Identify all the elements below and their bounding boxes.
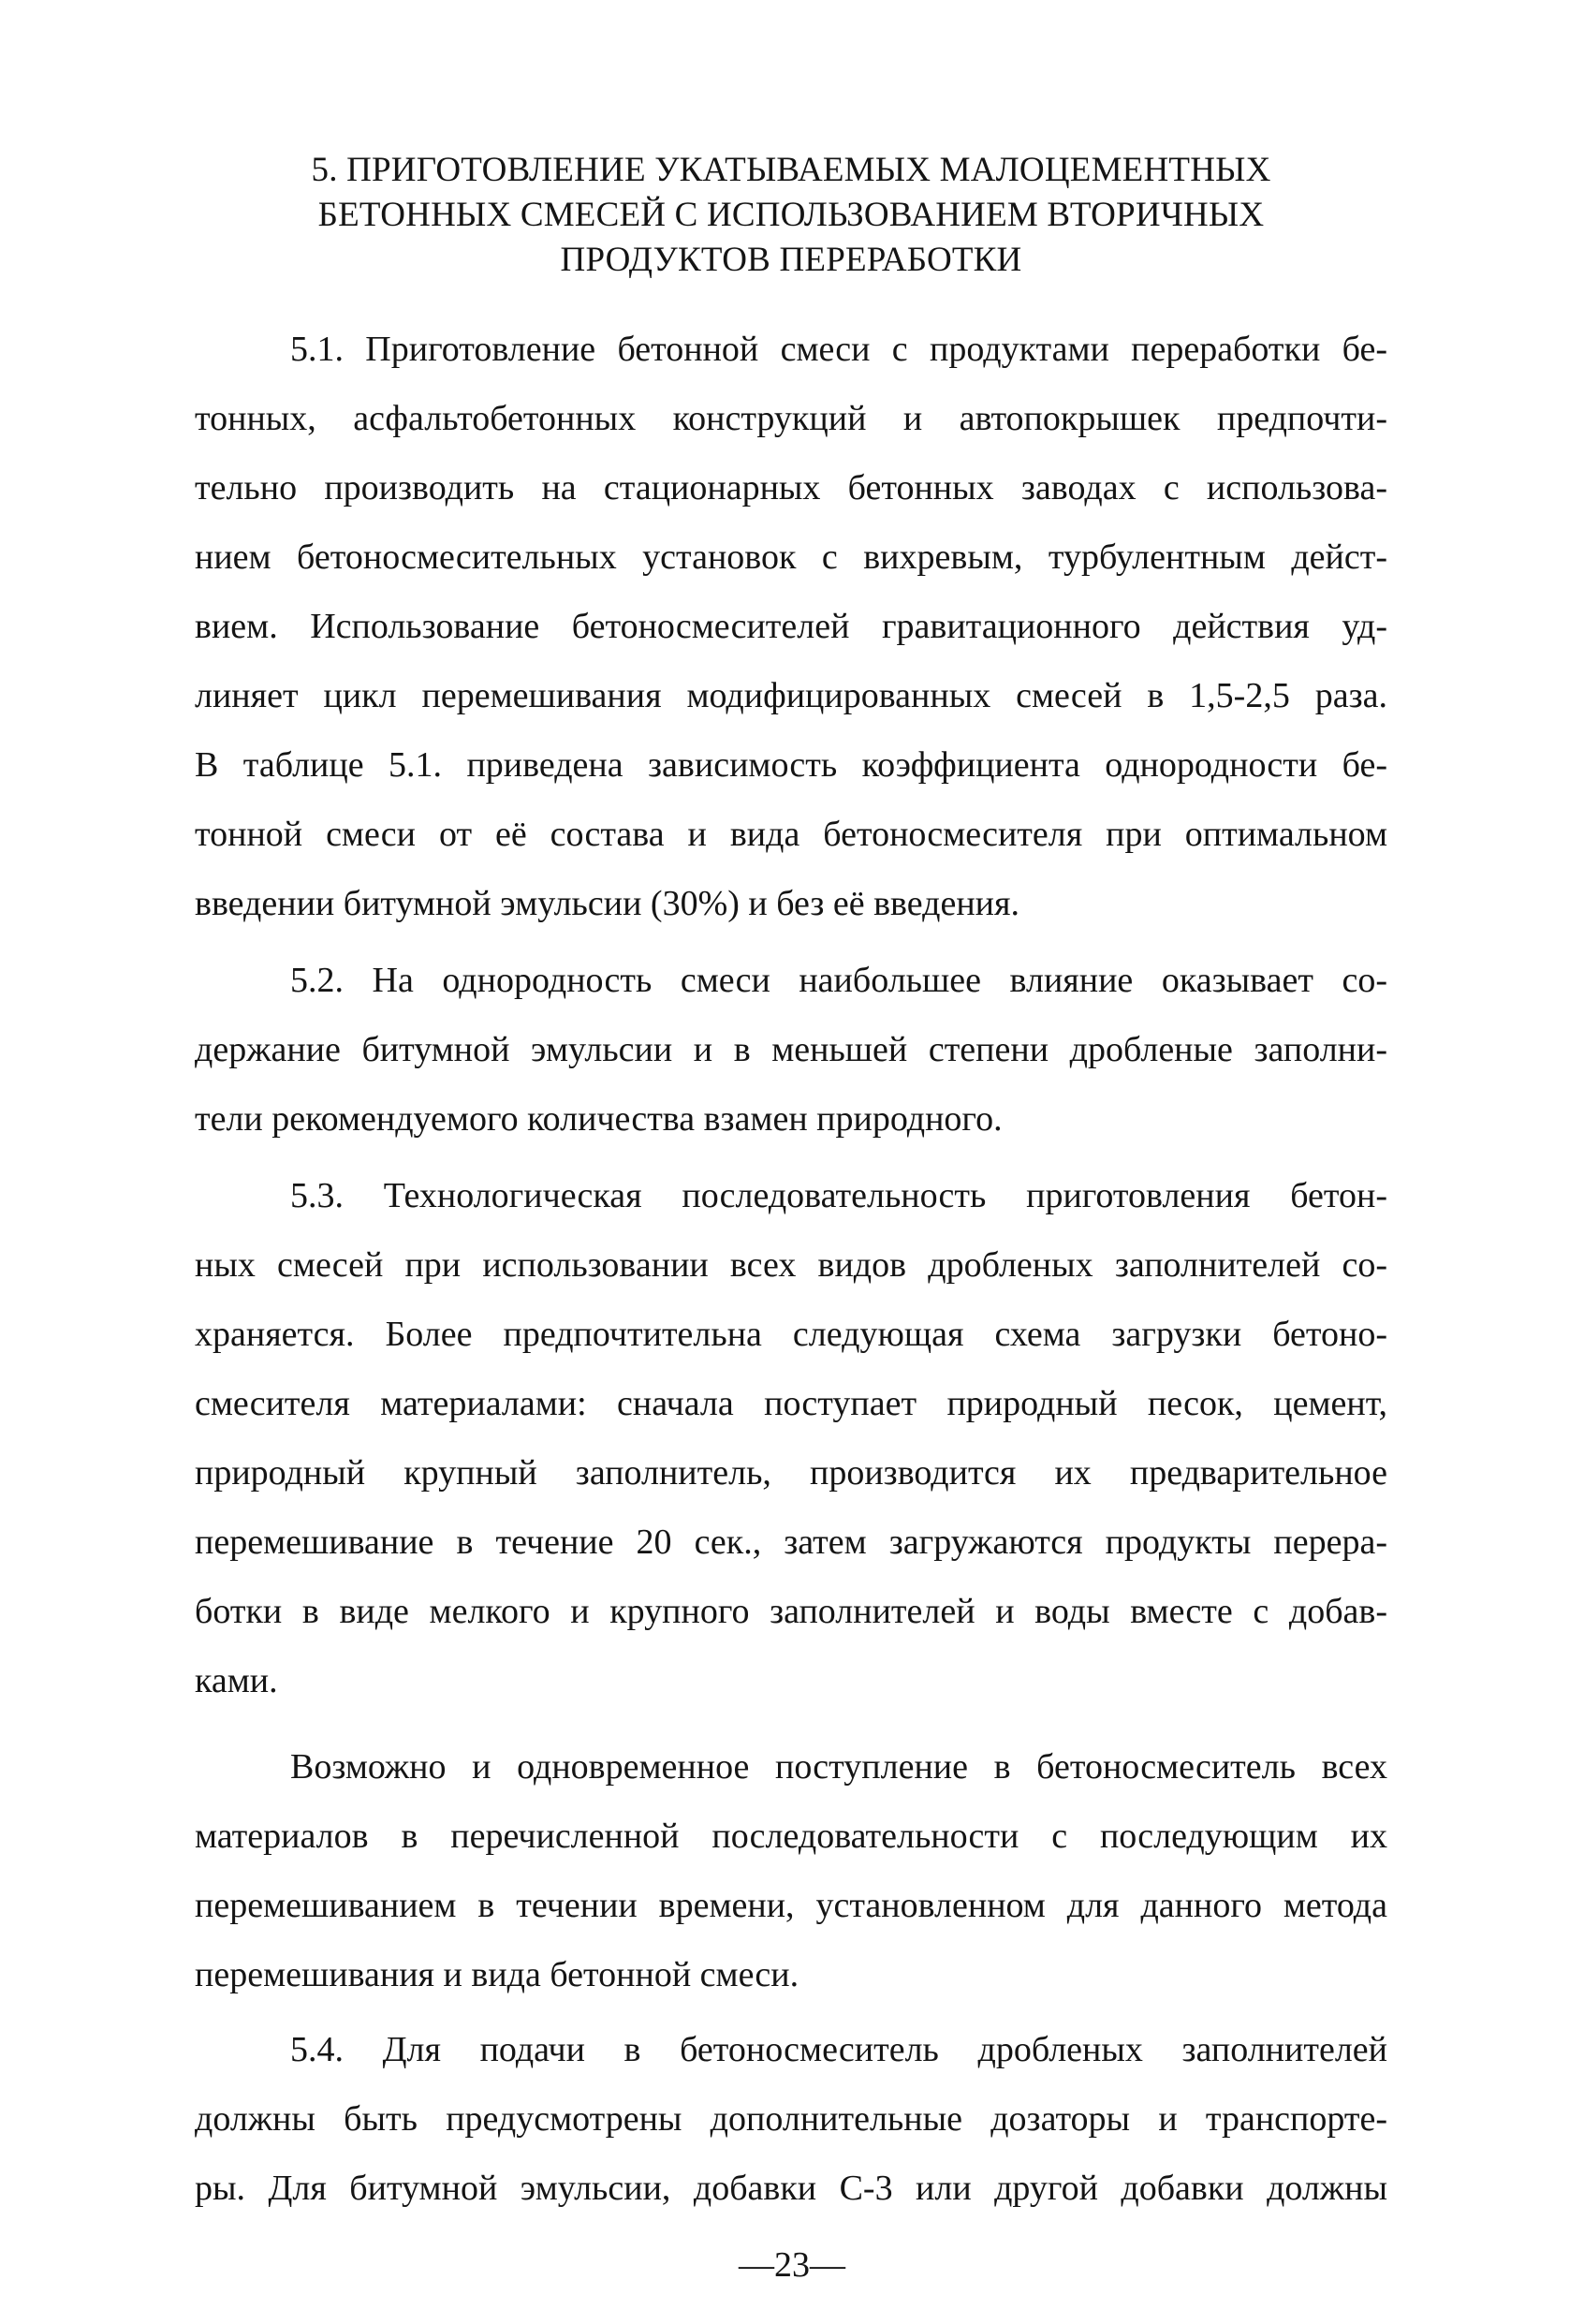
text-line: материалов в перечисленной последовательности с последующим их [195, 1817, 1387, 1856]
text-line: Возможно и одновременное поступление в бетоносмеситель всех [290, 1747, 1387, 1787]
text-line: держание битумной эмульсии и в меньшей степени дробленые заполни- [195, 1030, 1387, 1069]
text-line: смесителя материалами: сначала поступает природный песок, цемент, [195, 1384, 1387, 1423]
text-line: ками. [195, 1661, 278, 1700]
text-line: тонной смеси от её состава и вида бетоносмесителя при оптимальном [195, 815, 1387, 854]
text-line: храняется. Более предпочтительна следующая схема загрузки бетоно- [195, 1315, 1387, 1354]
heading-line: БЕТОННЫХ СМЕСЕЙ С ИСПОЛЬЗОВАНИЕМ ВТОРИЧНЫХ [317, 196, 1265, 234]
text-line: перемешивание в течение 20 сек., затем загружаются продукты перера- [195, 1522, 1387, 1562]
text-line: тонных, асфальтобетонных конструкций и автопокрышек предпочти- [195, 399, 1387, 438]
text-line: 5.1. Приготовление бетонной смеси с продуктами переработки бе- [290, 330, 1387, 369]
text-line: линяет цикл перемешивания модифицированных смесей в 1,5-2,5 раза. [195, 676, 1387, 715]
text-line: должны быть предусмотрены дополнительные дозаторы и транспорте- [195, 2099, 1387, 2139]
text-line: перемешиванием в течении времени, установленном для данного метода [195, 1886, 1387, 1925]
text-line: ры. Для битумной эмульсии, добавки С-3 или другой добавки должны [195, 2169, 1387, 2208]
text-line: В таблице 5.1. приведена зависимость коэффициента однородности бе- [195, 745, 1387, 785]
text-line: природный крупный заполнитель, производится их предварительное [195, 1453, 1387, 1493]
heading-line: 5. ПРИГОТОВЛЕНИЕ УКАТЫВАЕМЫХ МАЛОЦЕМЕНТНЫХ [311, 151, 1271, 189]
text-line: тели рекомендуемого количества взамен природного. [195, 1099, 1003, 1139]
text-line: вием. Использование бетоносмесителей гравитационного действия уд- [195, 607, 1387, 646]
text-line: 5.4. Для подачи в бетоносмеситель дробленых заполнителей [290, 2030, 1387, 2069]
text-line: перемешивания и вида бетонной смеси. [195, 1955, 799, 1994]
text-line: нием бетоносмесительных установок с вихревым, турбулентным дейст- [195, 537, 1387, 577]
text-line: 5.2. На однородность смеси наибольшее влияние оказывает со- [290, 961, 1387, 1000]
page-number: —23— [739, 2245, 845, 2285]
text-line: тельно производить на стационарных бетонных заводах с использова- [195, 468, 1387, 507]
section-heading [187, 148, 1395, 283]
text-line: 5.3. Технологическая последовательность приготовления бетон- [290, 1176, 1387, 1215]
text-line: ных смесей при использовании всех видов дробленых заполнителей со- [195, 1245, 1387, 1285]
text-line: ботки в виде мелкого и крупного заполнителей и воды вместе с добав- [195, 1592, 1387, 1631]
text-line: введении битумной эмульсии (30%) и без её введения. [195, 884, 1019, 923]
heading-line: ПРОДУКТОВ ПЕРЕРАБОТКИ [560, 241, 1022, 279]
